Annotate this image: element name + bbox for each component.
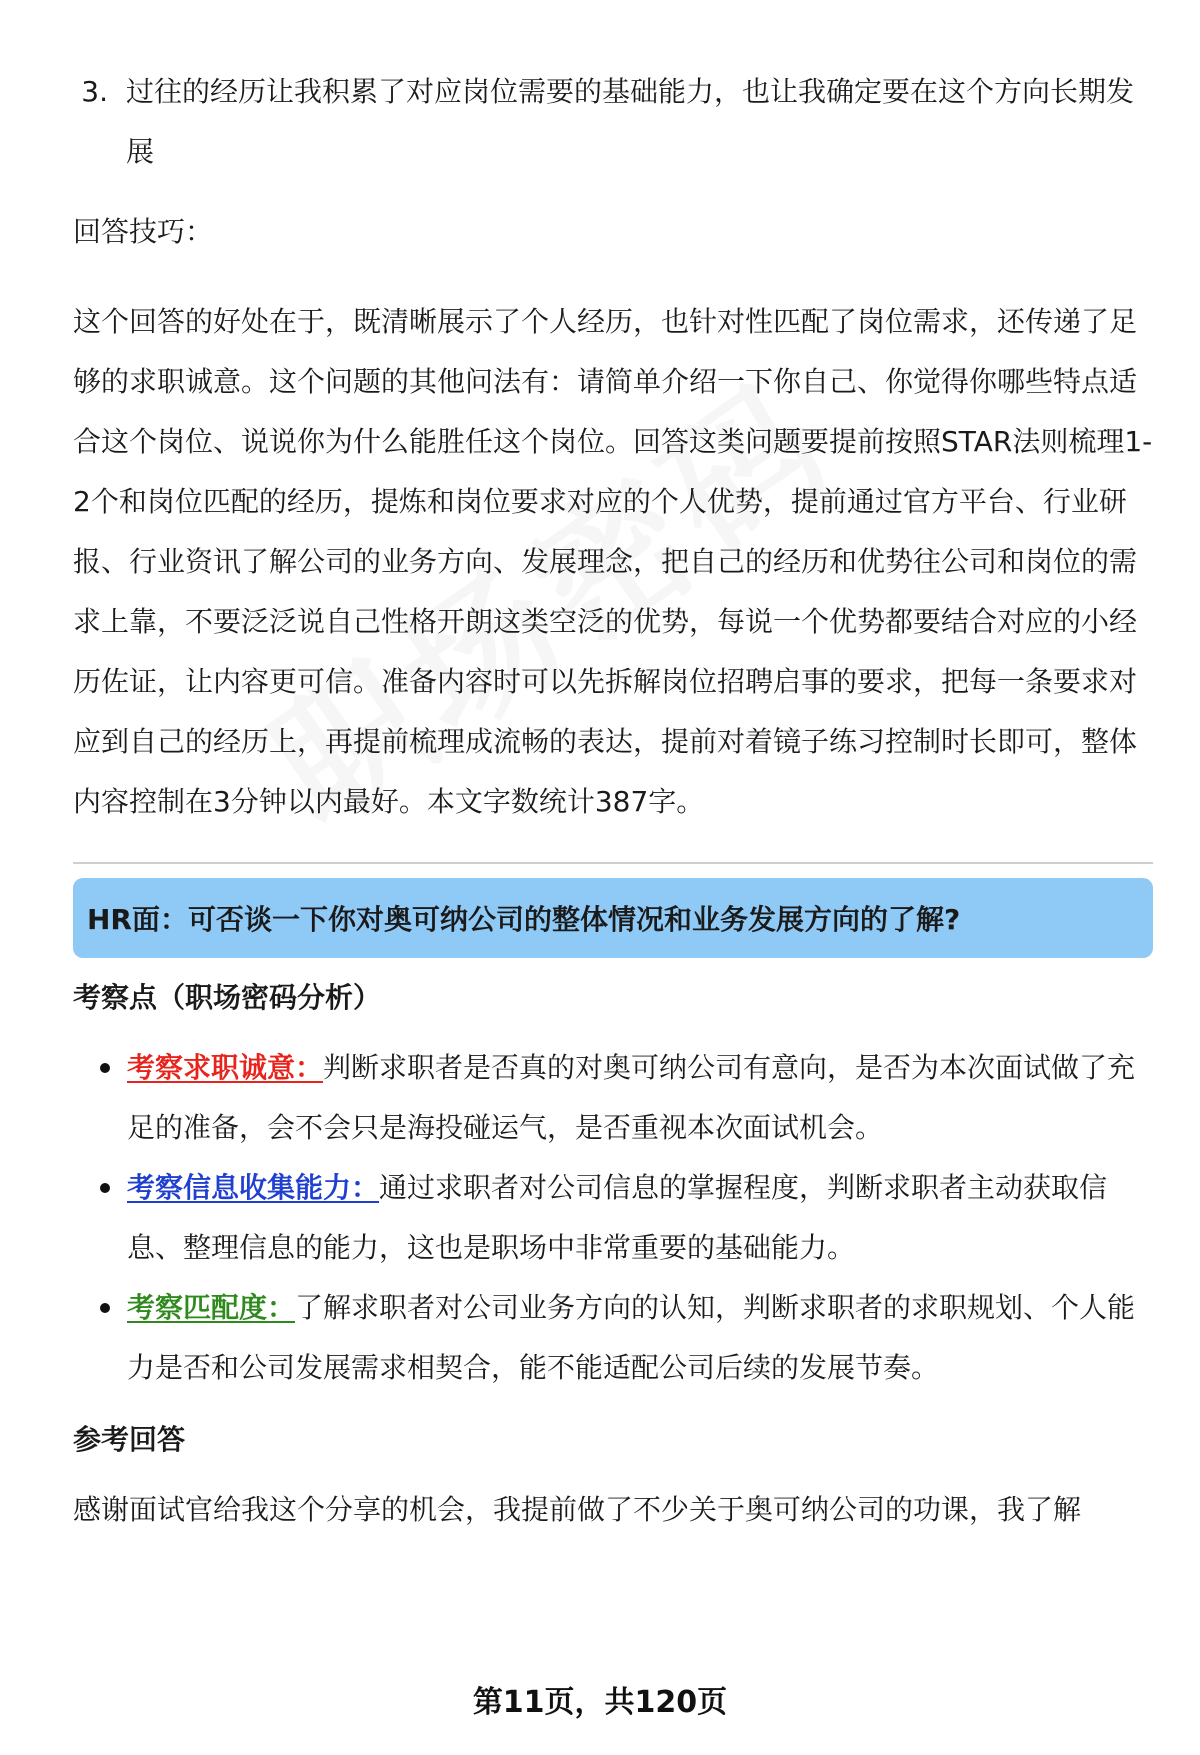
exam-point-info-gathering	[73, 1158, 1153, 1278]
bullet-dot	[100, 1063, 110, 1073]
list-number: 3.	[81, 75, 108, 108]
reference-answer-body: 感谢面试官给我这个分享的机会，我提前做了不少关于奥可纳公司的功课，我了解	[73, 1493, 1082, 1526]
exam-point-label: 考察匹配度：	[127, 1291, 296, 1324]
exam-point-label: 考察信息收集能力：	[127, 1171, 380, 1204]
document-page	[73, 62, 1153, 1540]
tips-label: 回答技巧：	[73, 215, 214, 248]
exam-point-text: 通过求职者对公司信息的掌握程度，判断求职者主动获取信息、整理信息的能力，这也是职场中非常重要的基础能力。	[127, 1171, 1108, 1264]
tips-body: 这个回答的好处在于，既清晰展示了个人经历，也针对性匹配了岗位需求，还传递了足够的求职诚意。这个问题的其他问法有：请简单介绍一下你自己、你觉得你哪些特点适合这个岗位、说说你为什么能胜任这个岗位。回答这类问题要提前按照STAR法则梳理1-2个和岗位匹配的经历，提炼和岗位要求对应的个人优势，提前通过官方平台、行业研报、行业资讯了解公司的业务方向、发展理念，把自己的经历和优势往公司和岗位的需求上靠，不要泛泛说自己性格开朗这类空泛的优势，每说一个优势都要结合对应的小经历佐证，让内容更可信。准备内容时可以先拆解岗位招聘启事的要求，把每一条要求对应到自己的经历上，再提前梳理成流畅的表达，提前对着镜子练习控制时长即可，整体内容控制在3分钟以内最好。本文字数统计387字。	[73, 305, 1153, 818]
exam-point-label: 考察求职诚意：	[127, 1051, 324, 1084]
list-item-text: 过往的经历让我积累了对应岗位需要的基础能力，也让我确定要在这个方向长期发展	[126, 75, 1135, 168]
bullet-dot	[100, 1303, 110, 1313]
page-footer: 第11页，共120页	[472, 1685, 728, 1720]
exam-points-heading: 考察点（职场密码分析）	[73, 981, 382, 1014]
bullet-dot	[100, 1183, 110, 1193]
exam-points-list	[73, 1038, 1153, 1398]
exam-point-text: 了解求职者对公司业务方向的认知，判断求职者的求职规划、个人能力是否和公司发展需求相契合，能不能适配公司后续的发展节奏。	[127, 1291, 1136, 1384]
reference-answer-heading: 参考回答	[73, 1423, 186, 1456]
section-divider	[73, 862, 1153, 864]
exam-point-sincerity	[73, 1038, 1153, 1158]
exam-point-text: 判断求职者是否真的对奥可纳公司有意向，是否为本次面试做了充足的准备，会不会只是海投碰运气，是否重视本次面试机会。	[127, 1051, 1136, 1144]
exam-point-match	[73, 1278, 1153, 1398]
question-banner: HR面：可否谈一下你对奥可纳公司的整体情况和业务发展方向的了解?	[73, 878, 1153, 958]
numbered-list-item	[73, 62, 1153, 182]
